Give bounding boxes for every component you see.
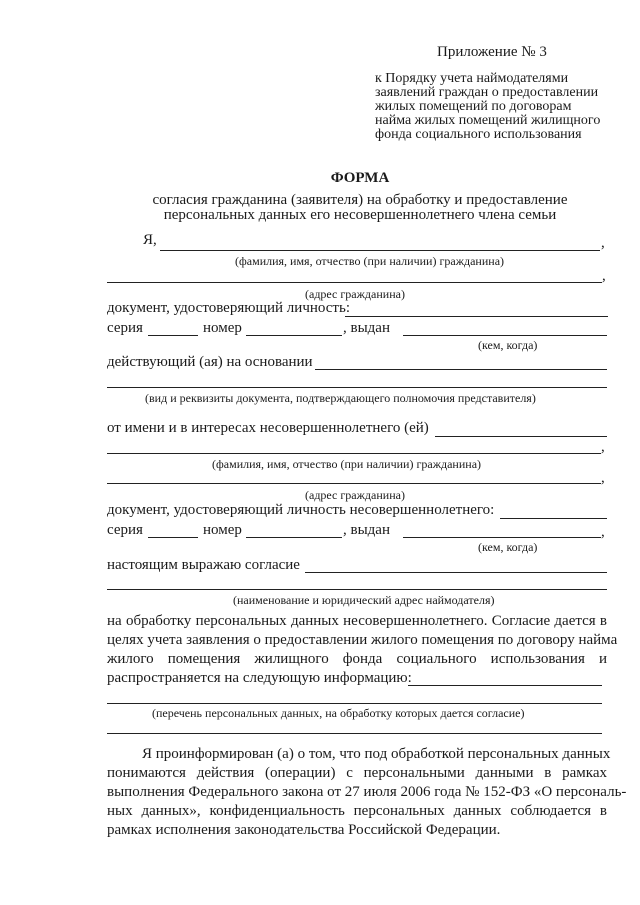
caption-proxy-doc: (вид и реквизиты документа, подтверждающего полномочия представителя)	[145, 391, 536, 405]
caption-fio-minor: (фамилия, имя, отчество (при наличии) гражданина)	[212, 457, 482, 471]
caption-issued: (кем, когда)	[478, 338, 538, 352]
on-behalf-label: от имени и в интересах несовершеннолетнего (ей)	[107, 420, 429, 436]
acting-label: действующий (ая) на основании	[107, 354, 313, 370]
number-label: номер	[203, 320, 242, 336]
comma: ,	[601, 524, 605, 540]
paragraph-line: распространяется на следующую информацию:	[107, 670, 412, 686]
info-line[interactable]	[408, 685, 602, 686]
caption-landlord: (наименование и юридический адрес наймодателя)	[233, 593, 495, 607]
comma: ,	[602, 268, 606, 284]
number-line[interactable]	[246, 335, 342, 336]
series-label: серия	[107, 320, 143, 336]
informed-line: рамках исполнения законодательства Российской Федерации.	[107, 822, 501, 838]
series-label: серия	[107, 522, 143, 538]
comma: ,	[601, 235, 605, 251]
doc-minor-line[interactable]	[500, 518, 607, 519]
doc-line[interactable]	[345, 316, 608, 317]
informed-line: понимаются действия (операции) с персональными данными в рамках	[107, 765, 607, 781]
proxy-doc-line[interactable]	[107, 387, 607, 388]
issued-label: , выдан	[343, 320, 390, 336]
fio-line[interactable]	[160, 250, 600, 251]
minor-line[interactable]	[435, 436, 607, 437]
consent-label: настоящим выражаю согласие	[107, 557, 300, 573]
info-list-line[interactable]	[107, 703, 602, 704]
comma: ,	[601, 470, 605, 486]
ya-label: Я,	[143, 232, 157, 248]
informed-line: ных данных», конфиденциальность персональных данных соблюдается в	[107, 803, 607, 819]
informed-line: Я проинформирован (а) о том, что под обработкой персональных данных	[142, 746, 611, 762]
series-line[interactable]	[148, 537, 198, 538]
issued-line[interactable]	[403, 537, 601, 538]
appendix-line: заявлений граждан о предоставлении	[375, 85, 599, 100]
caption-address-minor: (адрес гражданина)	[305, 488, 405, 502]
appendix-line: жилых помещений по договорам	[375, 99, 572, 114]
minor-fio-line[interactable]	[107, 453, 601, 454]
appendix-line: к Порядку учета наймодателями	[375, 71, 569, 86]
info-list-line-2[interactable]	[107, 733, 602, 734]
form-title: ФОРМА	[330, 170, 390, 186]
caption-issued: (кем, когда)	[478, 540, 538, 554]
doc-minor-label: документ, удостоверяющий личность несовершеннолетнего:	[107, 502, 495, 518]
comma: ,	[601, 439, 605, 455]
landlord-line[interactable]	[107, 589, 607, 590]
caption-fio: (фамилия, имя, отчество (при наличии) гражданина)	[235, 254, 505, 268]
appendix-line: найма жилых помещений жилищного	[375, 113, 601, 128]
acting-line[interactable]	[315, 369, 607, 370]
appendix-line: фонда социального использования	[375, 127, 582, 142]
series-line[interactable]	[148, 335, 198, 336]
issued-label: , выдан	[343, 522, 390, 538]
doc-label: документ, удостоверяющий личность:	[107, 300, 350, 316]
number-line[interactable]	[246, 537, 342, 538]
form-subtitle: согласия гражданина (заявителя) на обработку и предоставление	[152, 192, 568, 208]
paragraph-line: целях учета заявления о предоставлении жилого помещения по договору найма	[107, 632, 618, 648]
address-line[interactable]	[107, 282, 602, 283]
appendix-title: Приложение № 3	[437, 44, 547, 60]
paragraph-line: жилого помещения жилищного фонда социального использования и	[107, 651, 607, 667]
paragraph-line: на обработку персональных данных несовершеннолетнего. Согласие дается в	[107, 613, 607, 629]
caption-address: (адрес гражданина)	[305, 287, 405, 301]
informed-line: выполнения Федерального закона от 27 июля 2006 года № 152-ФЗ «О персональ-	[107, 784, 627, 800]
consent-line[interactable]	[305, 572, 607, 573]
minor-address-line[interactable]	[107, 483, 601, 484]
issued-line[interactable]	[403, 335, 607, 336]
form-subtitle: персональных данных его несовершеннолетнего члена семьи	[163, 207, 557, 223]
caption-list: (перечень персональных данных, на обработку которых дается согласие)	[152, 706, 525, 720]
number-label: номер	[203, 522, 242, 538]
